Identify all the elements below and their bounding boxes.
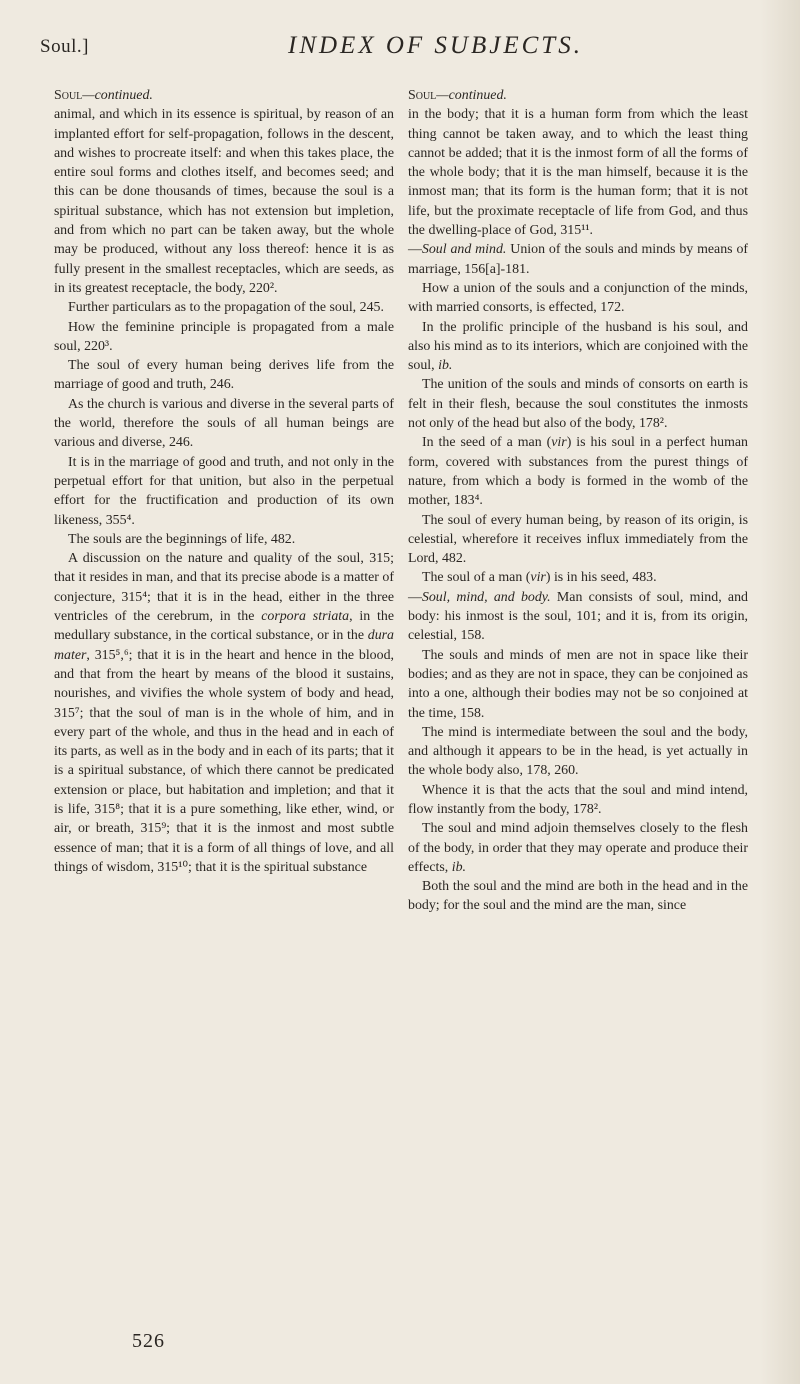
italic-text: —continued. <box>82 88 153 103</box>
italic-text: corpora striata <box>261 609 350 625</box>
entry-text: — <box>408 242 422 258</box>
italic-text: Soul and mind. <box>421 242 507 258</box>
index-entry: The souls are the beginnings of life, 482. <box>68 531 296 547</box>
index-entry: The soul of every human being derives life from the marriage of good and truth, 246. <box>54 358 394 393</box>
index-entry <box>54 549 394 877</box>
index-entry: It is in the marriage of good and truth, and not only in the perpetual effort for that unition, but also in the perpetual effort for the fructification and production of its own likeness, 355⁴. <box>54 454 394 528</box>
index-entry: How the feminine principle is propagated from a male soul, 220³. <box>54 319 394 354</box>
entry-text: , in the medullary substance, in the cortical substance, or in the <box>54 609 395 644</box>
index-entry <box>408 819 748 877</box>
entry-text: ) is his soul in a perfect human form, covered with substances from the purest things of nature, from which a body is formed in the womb of the mother, 183⁴. <box>408 435 748 509</box>
small-caps-text: Soul <box>54 88 83 103</box>
entry-text: , 315⁵,⁶; that it is in the heart and hence in the blood, and that from the heart by means of the blood it sustains, nourishes, and vivifies the whole system of body and head, 315⁷; that the soul of man is in the whole of him, and in every part of the whole, and thus in the head and in each of its parts, as well as in the body and in each of its parts; that it is a spiritual substance, of which there cannot be predicated extension or place, but habitation and impletion; and that it is life, 315⁸; that it is a pure something, like ether, wind, or air, or breath, 315⁹; that it is the inmost and most subtle essence of man; that it is a form of all things of love, and all things of wisdom, 315¹⁰; that it is the spiritual substance <box>54 647 394 875</box>
index-entry: animal, and which in its essence is spiritual, by reason of an implanted effort for self-propagation, follows in the descent, and wishes to procreate itself: and when this takes place, the entire soul forms and clothes itself, and becomes seed; and this can be done thousands of times, because the soul is a spiritual substance, which has not extension but impletion, and from which no part can be taken away, but the whole may be produced, without any loss thereof: hence it is as fully present in the smallest receptacles, which are seeds, as in its greatest receptacle, the body, 220². <box>54 107 394 296</box>
page-number: 526 <box>132 1330 165 1352</box>
continued-heading <box>408 86 748 105</box>
index-entry <box>408 588 748 646</box>
index-entry: As the church is various and diverse in the several parts of the world, therefore the souls of all human beings are various and diverse, 246. <box>54 396 394 451</box>
entry-text: — <box>408 589 422 605</box>
entry-text: The soul of a man ( <box>422 570 531 586</box>
italic-text: dura mater <box>54 628 394 663</box>
entry-text: In the seed of a man ( <box>422 435 552 451</box>
entry-text: Union of the souls and minds by means of marriage, 156[a]-181. <box>408 242 749 277</box>
italic-text: vir <box>530 570 546 586</box>
index-entry: Further particulars as to the propagation of the soul, 245. <box>68 300 384 316</box>
entry-text: In the prolific principle of the husband is his soul, and also his mind as to its interiors, which are conjoined with the soul, <box>408 319 748 374</box>
italic-text: Soul, mind, and body. <box>421 589 551 605</box>
entry-text: ) is in his seed, 483. <box>545 570 657 586</box>
index-entry: The souls and minds of men are not in space like their bodies; and as they are not in space, they can be conjoined as into a one, although their bodies may not be so conjoined at the time, 158. <box>408 647 748 721</box>
index-entry: Both the soul and the mind are both in the head and in the body; for the soul and the mind are the man, since <box>408 879 748 914</box>
italic-text: vir <box>551 435 567 451</box>
continued-heading <box>54 86 394 105</box>
right-column <box>408 86 748 916</box>
small-caps-text: Soul <box>408 88 437 103</box>
section-heading: Soul.] <box>40 36 89 57</box>
entry-text: A discussion on the nature and quality of the soul, 315; that it resides in man, and that its precise abode is a matter of conjecture, 315⁴; that it is in the head, either in the three ventricles of the cerebrum, in the <box>54 551 394 625</box>
index-entry <box>408 568 748 587</box>
index-entry: The soul of every human being, by reason of its origin, is celestial, wherefore it receives influx immediately from the Lord, 482. <box>408 512 748 567</box>
index-entry <box>408 240 748 279</box>
index-entry: How a union of the souls and a conjunction of the minds, with married consorts, is effected, 172. <box>408 280 748 316</box>
index-entry <box>408 433 748 510</box>
italic-text: ib. <box>438 358 453 374</box>
entry-text: Man consists of soul, mind, and body: his inmost is the soul, 101; and it is, from its origin, celestial, 158. <box>408 589 748 644</box>
index-entry: Whence it is that the acts that the soul and mind intend, flow instantly from the body, 178². <box>408 782 748 817</box>
index-entry: The mind is intermediate between the soul and the body, and although it appears to be in the head, is yet actually in the whole body also, 178, 260. <box>408 724 748 779</box>
index-entry: in the body; that it is a human form from which the least thing cannot be taken away, and to which the least thing cannot be added; that it is the inmost form of all the forms of the whole body; that it is the man himself, because it is the inmost man; that its form is the human form; that it is not life, but the proximate receptacle of life from God, and thus the dwelling-place of God, 315¹¹. <box>408 107 748 239</box>
italic-text: ib. <box>451 859 466 875</box>
running-head <box>40 32 770 62</box>
page-title: INDEX OF SUBJECTS. <box>288 32 583 59</box>
page-edge-shadow <box>760 0 800 1384</box>
entry-text: The soul and mind adjoin themselves closely to the flesh of the body, in order that they may operate and produce their effects, <box>408 821 748 875</box>
index-entry: The unition of the souls and minds of consorts on earth is felt in their flesh, because the soul constitutes the inmosts not only of the head but also of the body, 178². <box>408 377 748 432</box>
italic-text: —continued. <box>436 88 507 103</box>
left-column <box>54 86 394 877</box>
index-entry <box>408 318 748 376</box>
